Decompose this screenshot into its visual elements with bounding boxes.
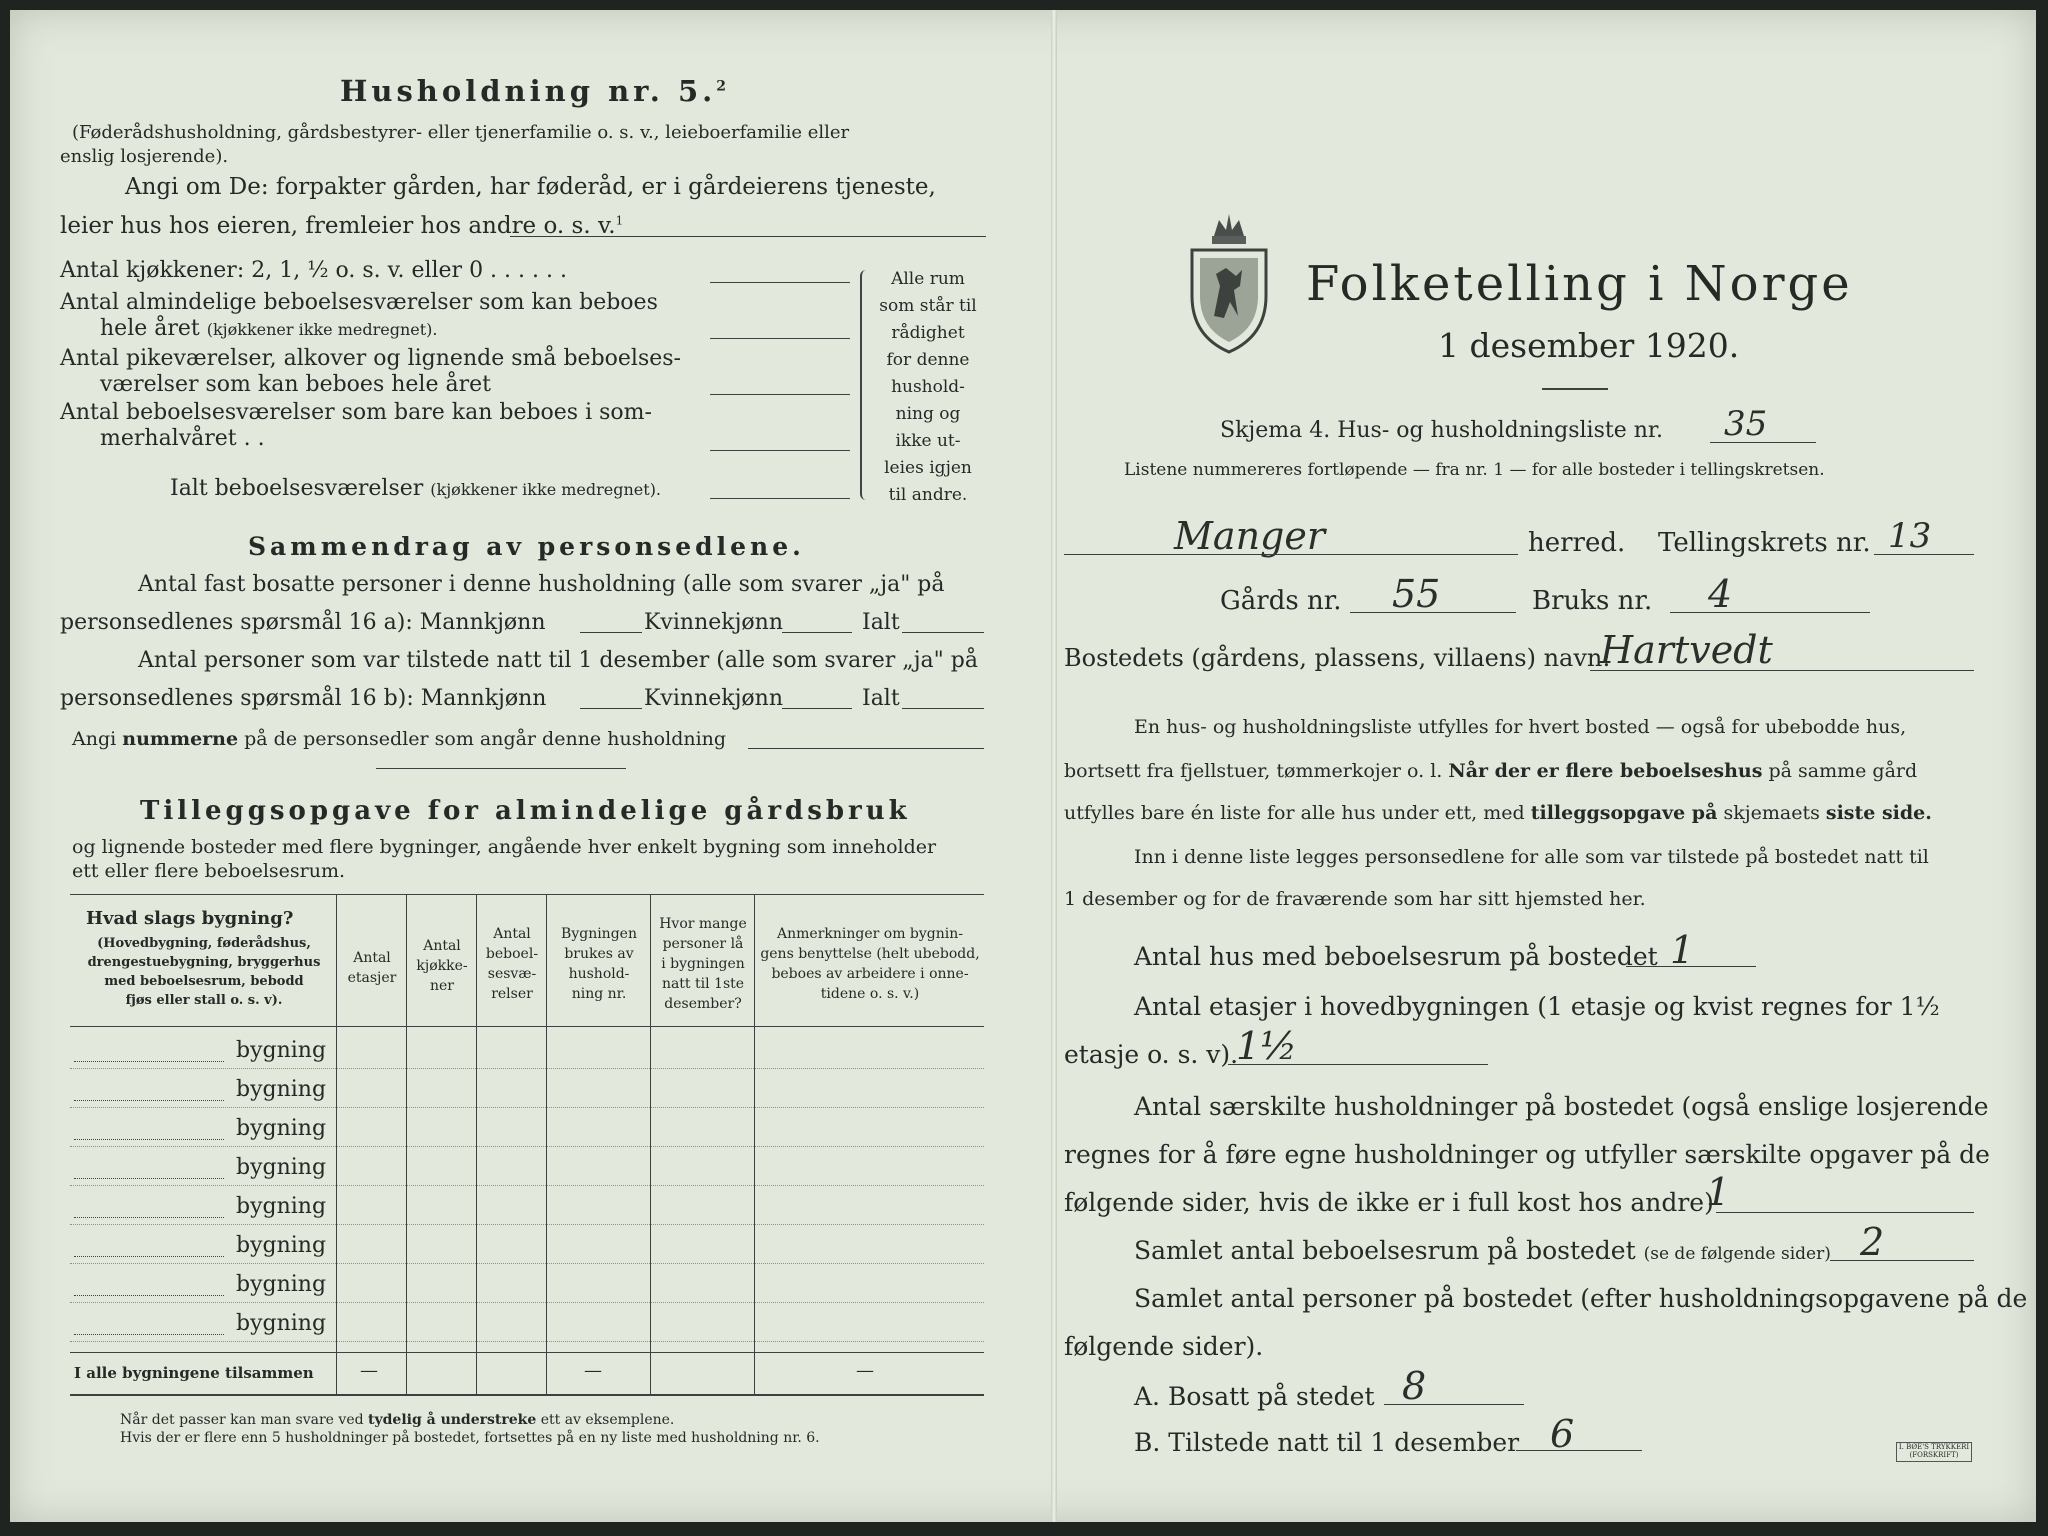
ordinary-rooms-label-1: Antal almindelige beboelsesværelser som kan beboes (60, 290, 658, 315)
stamp-line: (FORSKRIFT) (1909, 1451, 1959, 1459)
skjema-nr-value: 35 (1724, 404, 1768, 444)
table-col0-subtitle (76, 934, 332, 1010)
para2-line2: 1 desember og for de fraværende som har sitt hjemsted her. (1064, 888, 1646, 910)
summary-a-male-line (580, 632, 642, 633)
supplement-title: Tilleggsopgave for almindelige gårdsbruk (140, 796, 911, 826)
samlet-rum-label: Samlet antal beboelsesrum på bostedet (se de følgende sider) (1134, 1236, 1831, 1265)
tellingskrets-line (1874, 554, 1974, 555)
table-header-line: sesvæ- (487, 966, 537, 982)
building-row[interactable] (70, 1303, 984, 1342)
etasjer-answer-line (1228, 1064, 1488, 1065)
para2-line1: Inn i denne liste legges personsedlene for alle som var tilstede på bostedet natt til (1134, 846, 1929, 868)
etasjer-line-2: etasje o. s. v). (1064, 1040, 1239, 1069)
table-bottom-border (70, 1394, 984, 1396)
samlet-pers-line-1: Samlet antal personer på bostedet (efter husholdningsopgavene på de (1134, 1284, 2028, 1313)
table-header-border (70, 1026, 984, 1027)
side-note-line: som står til (879, 296, 977, 316)
angi-nummerne: Angi nummerne på de personsedler som angår denne husholdning (72, 728, 727, 750)
household-title: Husholdning nr. 5.$^2$ (340, 74, 731, 108)
building-row[interactable] (70, 1225, 984, 1264)
sarskilte-line (1716, 1212, 1974, 1213)
building-label: bygning (236, 1311, 327, 1336)
herred-label: herred. (1528, 528, 1626, 558)
page-fold (1051, 10, 1057, 1522)
bosted-line (1590, 670, 1974, 671)
side-note-line: ning og (895, 404, 961, 424)
table-header-line: tidene o. s. v.) (820, 986, 920, 1002)
building-label: bygning (236, 1116, 327, 1141)
tellingskrets-value: 13 (1888, 516, 1932, 556)
summary-b-female-label: Kvinnekjønn (644, 686, 783, 711)
summary-b-total-line (902, 708, 984, 709)
angi-answer-line (510, 236, 986, 237)
building-type-line[interactable] (74, 1178, 224, 1179)
ordinary-rooms-label-2: hele året (kjøkkener ikke medregnet). (100, 316, 438, 341)
angi-nummerne-line (748, 748, 984, 749)
building-rows (70, 1030, 984, 1342)
household-note-1: (Føderådshusholdning, gårdsbestyrer- eller tjenerfamilie o. s. v., leieboerfamilie eller (72, 122, 850, 143)
para1-line1: En hus- og husholdningsliste utfylles for hvert bosted — også for ubebodde hus, (1134, 716, 1907, 738)
table-header-line: Antal (423, 938, 461, 954)
summary-b-male-line (580, 708, 642, 709)
listene-note: Listene nummereres fortløpende — fra nr. 1 — for alle bosteder i tellingskretsen. (1124, 460, 1825, 480)
table-header-line: gens benyttelse (helt ubebodd, (760, 946, 980, 962)
building-type-line[interactable] (74, 1256, 224, 1257)
building-label: bygning (236, 1038, 327, 1063)
building-type-line[interactable] (74, 1334, 224, 1335)
bruks-label: Bruks nr. (1532, 586, 1653, 616)
skjema-nr-line (1710, 442, 1816, 443)
summary-a-female-label: Kvinnekjønn (644, 610, 783, 635)
hus-label: Antal hus med beboelsesrum på bostedet (1134, 942, 1658, 971)
supplement-text-2: ett eller flere beboelsesrum. (72, 860, 346, 882)
side-note-brace (860, 270, 866, 500)
samlet-pers-line-2: følgende sider). (1064, 1332, 1264, 1361)
maid-rooms-label-1: Antal pikeværelser, alkover og lignende små beboelses- (60, 346, 681, 371)
summary-a-line-2: personsedlenes spørsmål 16 a): Mannkjønn (60, 610, 546, 635)
col0-subtitle-line: drengestuebygning, bryggerhus (87, 955, 321, 970)
table-header-line: natt til 1ste (661, 976, 745, 992)
summary-b-line-1: Antal personer som var tilstede natt til 1 desember (alle som svarer „ja" på (138, 648, 978, 673)
col0-subtitle-line: (Hovedbygning, føderådshus, (97, 936, 311, 951)
building-label: bygning (236, 1077, 327, 1102)
table-header-line: beboel- (485, 946, 539, 962)
tilstede-label: B. Tilstede natt til 1 desember (1134, 1428, 1520, 1457)
household-note-2: enslig losjerende). (60, 146, 229, 167)
table-col-beboelsesvaerelser (478, 924, 546, 1004)
footnote-2: Hvis der er flere enn 5 husholdninger på bostedet, fortsettes på en ny liste med husholdning nr. 6. (120, 1430, 820, 1446)
document-date: 1 desember 1920. (1438, 326, 1740, 365)
table-header-line: brukes av (564, 946, 634, 962)
summary-a-female-line (782, 632, 852, 633)
summary-b-female-line (782, 708, 852, 709)
building-label: bygning (236, 1194, 327, 1219)
side-note-line: til andre. (888, 485, 968, 505)
document-title: Folketelling i Norge (1306, 256, 1853, 312)
bosatt-line (1384, 1404, 1524, 1405)
title-divider (1542, 388, 1608, 390)
herred-line (1064, 554, 1518, 555)
hus-line (1626, 966, 1756, 967)
table-total-label: I alle bygningene tilsammen (74, 1364, 314, 1382)
sarskilte-line-1: Antal særskilte husholdninger på bostedet (også enslige losjerende (1134, 1092, 1989, 1121)
maid-rooms-answer-line (710, 394, 850, 395)
samlet-rum-line (1830, 1260, 1974, 1261)
tellingskrets-label: Tellingskrets nr. (1658, 528, 1871, 558)
table-total-husholdning: — (584, 1360, 602, 1381)
summary-b-line-2: personsedlenes spørsmål 16 b): Mannkjønn (60, 686, 547, 711)
stamp-line: I. BØE'S TRYKKERI (1898, 1443, 1970, 1451)
gards-label: Gårds nr. (1220, 586, 1342, 616)
col0-subtitle-line: med beboelsesrum, bebodd (104, 974, 304, 989)
herred-value: Manger (1174, 514, 1326, 558)
table-header-line: ner (430, 978, 454, 994)
building-type-line[interactable] (74, 1139, 224, 1140)
summary-b-total-label: Ialt (862, 686, 900, 711)
printer-stamp (1896, 1442, 1972, 1462)
table-header-line: relser (491, 986, 533, 1002)
footnote-1: Når det passer kan man svare ved tydelig å understreke ett av eksemplene. (120, 1412, 675, 1428)
table-header-line: i bygningen (661, 956, 745, 972)
summary-a-total-line (902, 632, 984, 633)
angi-line-1: Angi om De: forpakter gården, har føderåd, er i gårdeierens tjeneste, (125, 174, 936, 200)
building-row[interactable] (70, 1264, 984, 1303)
table-total-anmerkninger: — (856, 1360, 874, 1381)
table-header-line: desember? (664, 996, 742, 1012)
col0-subtitle-line: fjøs eller stall o. s. v). (125, 993, 283, 1008)
side-note-line: leies igjen (884, 458, 972, 478)
para1-line2: bortsett fra fjellstuer, tømmerkojer o. l. Når der er flere beboelseshus på samme gård (1064, 760, 1918, 782)
section-divider-left (376, 768, 626, 769)
building-row[interactable] (70, 1186, 984, 1225)
table-col0-title: Hvad slags bygning? (86, 908, 294, 929)
building-label: bygning (236, 1272, 327, 1297)
side-note-line: for denne (886, 350, 970, 370)
building-row[interactable] (70, 1147, 984, 1186)
supplement-text-1: og lignende bosteder med flere bygninger, angående hver enkelt bygning som inneholder (72, 836, 937, 858)
maid-rooms-label-2: værelser som kan beboes hele året (100, 372, 491, 397)
bosted-value: Hartvedt (1600, 628, 1773, 672)
sarskilte-value: 1 (1706, 1170, 1731, 1214)
table-header-line: Anmerkninger om bygnin- (777, 926, 963, 942)
table-header-line: ning nr. (571, 986, 627, 1002)
samlet-rum-value: 2 (1860, 1220, 1885, 1264)
table-header-line: kjøkke- (416, 958, 468, 974)
gards-value: 55 (1392, 572, 1441, 616)
hus-value: 1 (1670, 928, 1695, 972)
building-row[interactable] (70, 1108, 984, 1147)
para1-line3: utfylles bare én liste for alle hus under ett, med tilleggsopgave på skjemaets siste side. (1064, 802, 1932, 824)
bosted-label: Bostedets (gårdens, plassens, villaens) navn: (1064, 644, 1611, 672)
tilstede-value: 6 (1550, 1412, 1575, 1456)
building-type-line[interactable] (74, 1061, 224, 1062)
table-header-line: etasjer (347, 970, 397, 986)
gards-line (1350, 612, 1516, 613)
sarskilte-line-3: følgende sider, hvis de ikke er i full kost hos andre) (1064, 1188, 1714, 1217)
table-col-husholdning (548, 924, 650, 1004)
table-header-line: Hvor mange (659, 916, 747, 932)
summer-rooms-label-1: Antal beboelsesværelser som bare kan beboes i som- (60, 400, 652, 425)
table-header-line: Antal (493, 926, 531, 942)
skjema-label: Skjema 4. Hus- og husholdningsliste nr. (1220, 418, 1663, 443)
building-label: bygning (236, 1233, 327, 1258)
summer-rooms-label-2: merhalvåret . . (100, 426, 265, 451)
summary-title: Sammendrag av personsedlene. (248, 532, 805, 561)
bruks-line (1670, 612, 1870, 613)
side-note-line: rådighet (891, 323, 965, 343)
bosatt-label: A. Bosatt på stedet (1134, 1382, 1375, 1411)
etasjer-line-1: Antal etasjer i hovedbygningen (1 etasje og kvist regnes for 1½ (1134, 992, 1940, 1021)
etasjer-value: 1½ (1236, 1024, 1298, 1068)
building-row[interactable] (70, 1030, 984, 1069)
side-note-line: hushold- (891, 377, 965, 397)
table-col-etasjer (338, 948, 406, 988)
total-rooms-answer-line (710, 498, 850, 499)
bruks-value: 4 (1708, 572, 1733, 616)
building-type-line[interactable] (74, 1295, 224, 1296)
table-total-etasjer: — (360, 1360, 378, 1381)
table-col-anmerkninger (756, 924, 984, 1004)
table-header-line: personer lå (662, 936, 744, 952)
tilstede-line (1516, 1450, 1642, 1451)
census-sheet (10, 10, 2036, 1522)
sarskilte-line-2: regnes for å føre egne husholdninger og utfyller særskilte opgaver på de (1064, 1140, 1990, 1169)
table-top-border (70, 894, 984, 895)
building-label: bygning (236, 1155, 327, 1180)
table-total-border (70, 1352, 984, 1353)
building-type-line[interactable] (74, 1100, 224, 1101)
total-rooms-label: Ialt beboelsesværelser (kjøkkener ikke medregnet). (170, 476, 662, 501)
table-header-line: beboes av arbeidere i onne- (771, 966, 969, 982)
angi-line-2: leier hus hos eieren, fremleier hos andre o. s. v.$^1$ (60, 213, 624, 239)
table-header-line: Bygningen (561, 926, 637, 942)
table-header-line: Antal (353, 950, 391, 966)
table-header-line: hushold- (568, 966, 630, 982)
table-col-personer (652, 914, 754, 1014)
side-note (868, 266, 988, 509)
kitchens-answer-line (710, 282, 850, 283)
summer-rooms-answer-line (710, 450, 850, 451)
bosatt-value: 8 (1402, 1364, 1427, 1408)
table-col-kjokkener (408, 936, 476, 996)
ordinary-rooms-answer-line (710, 338, 850, 339)
summary-a-line-1: Antal fast bosatte personer i denne husholdning (alle som svarer „ja" på (138, 572, 945, 597)
side-note-line: ikke ut- (895, 431, 961, 451)
kitchens-label: Antal kjøkkener: 2, 1, ½ o. s. v. eller 0 . . . . . . (60, 258, 567, 283)
summary-a-total-label: Ialt (862, 610, 900, 635)
building-row[interactable] (70, 1069, 984, 1108)
building-type-line[interactable] (74, 1217, 224, 1218)
coat-of-arms-icon (1184, 206, 1274, 356)
side-note-line: Alle rum (891, 269, 965, 289)
